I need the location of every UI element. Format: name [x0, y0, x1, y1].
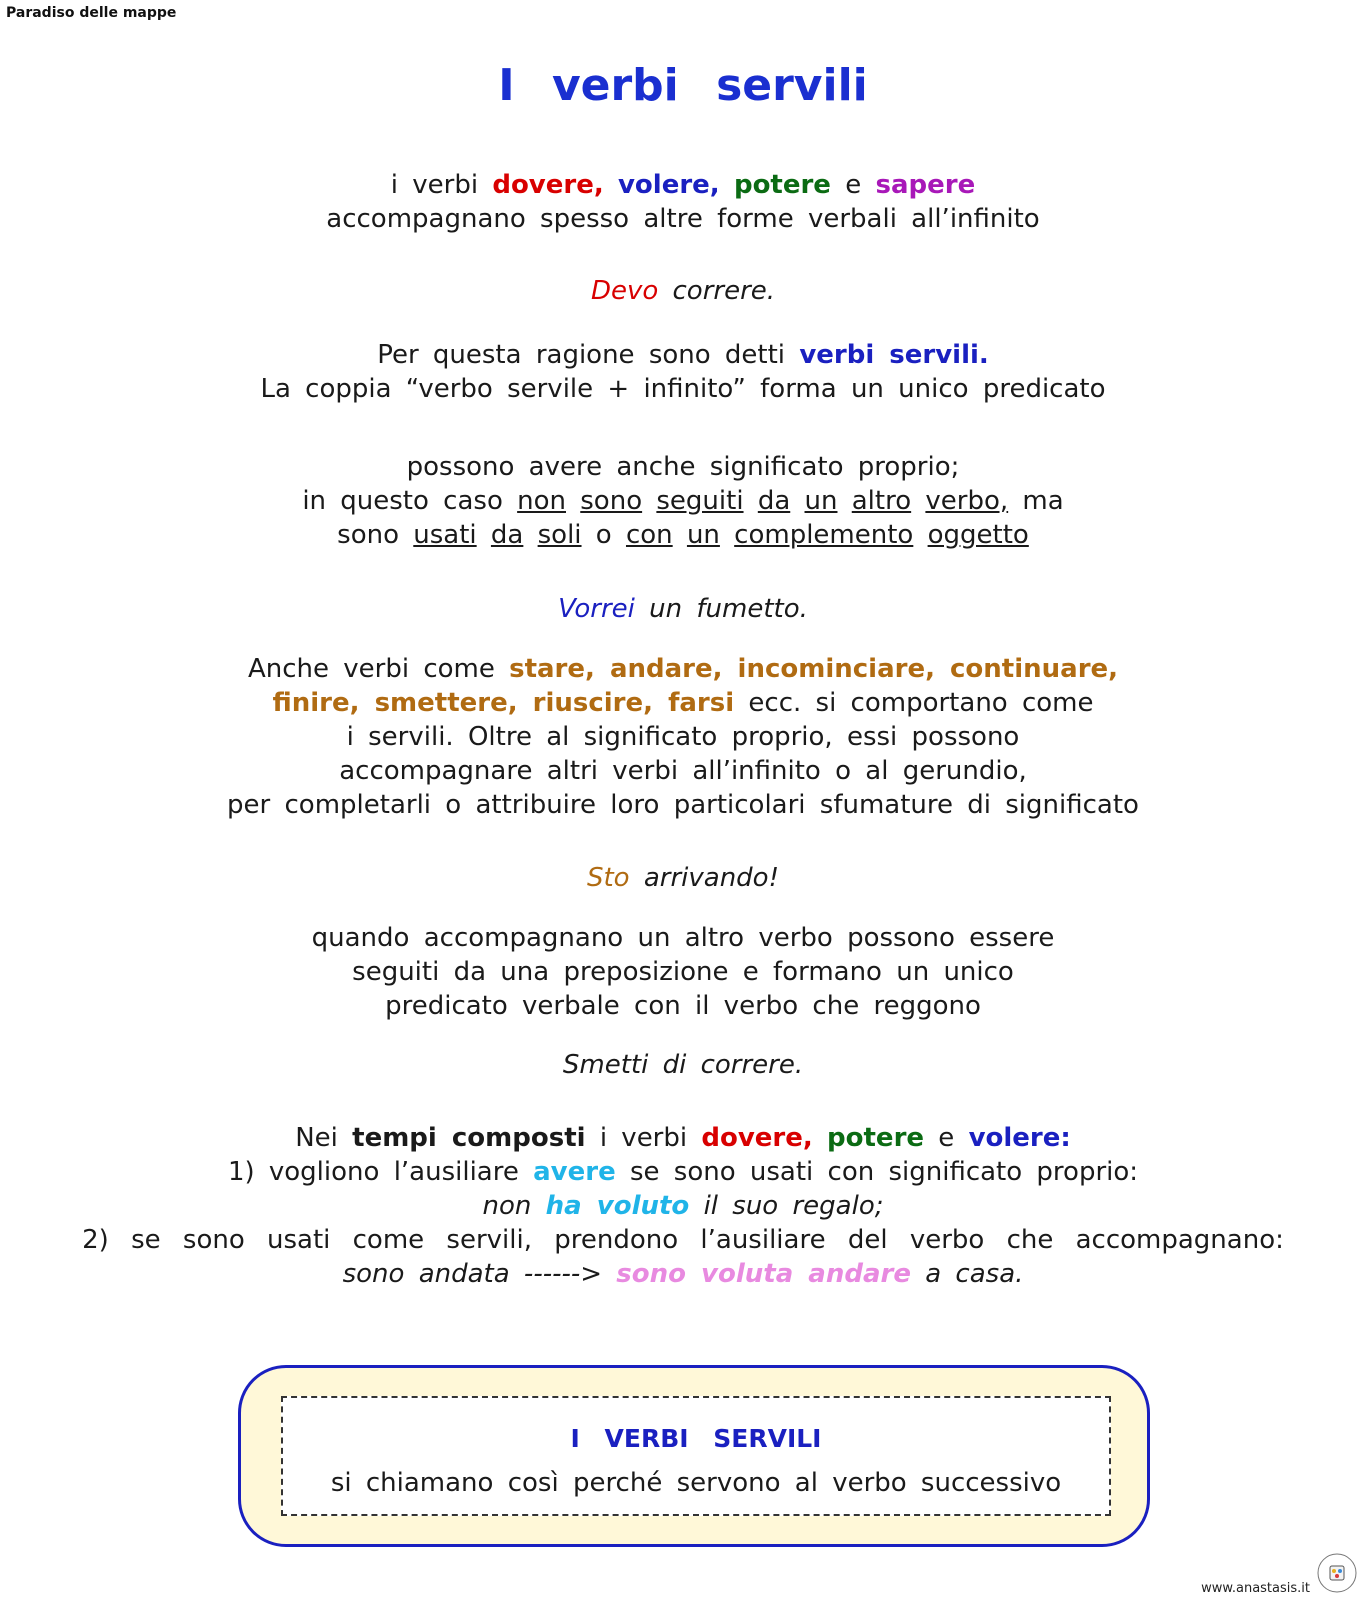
preposizione-line-1: quando accompagnano un altro verbo possono essere [311, 923, 1055, 953]
composti-line-1 [0, 1121, 1366, 1155]
underlined-word: sono [580, 486, 643, 516]
supermappe-logo-icon [1316, 1552, 1358, 1594]
proprio-text: sono [337, 520, 400, 550]
composti-point-2: 2) se sono usati come servili, prendono l’ausiliare del verbo che accompagnano: [82, 1225, 1284, 1255]
summary-inner-box [281, 1396, 1111, 1516]
example-verb: Sto [586, 863, 630, 893]
summary-box [238, 1365, 1150, 1547]
anche-line-3: i servili. Oltre al significato proprio, essi possono [346, 722, 1020, 752]
verb-potere: potere [733, 170, 831, 200]
proprio-text: ma [1022, 486, 1064, 516]
proprio-text: in questo caso [302, 486, 503, 516]
example-rest: un fumetto. [649, 594, 808, 624]
verb-dovere: dovere, [492, 170, 604, 200]
composti-example-1 [0, 1189, 1366, 1223]
definition-line-2: La coppia “verbo servile + infinito” forma un unico predicato [260, 374, 1106, 404]
tempi-composti-term: tempi composti [352, 1123, 586, 1153]
example-rest: correre. [672, 276, 776, 306]
anche-line-5: per completarli o attribuire loro particolari sfumature di significato [227, 790, 1139, 820]
example-verb: Vorrei [558, 594, 635, 624]
conjunction: e [938, 1123, 955, 1153]
verb-volere: volere, [617, 170, 720, 200]
verb-list: finire, smettere, riuscire, farsi [272, 688, 735, 718]
verb-list: stare, andare, incominciare, continuare, [509, 654, 1119, 684]
ausiliare-avere: avere [533, 1157, 616, 1187]
example-devo [0, 274, 1366, 308]
anche-line-1 [0, 652, 1366, 686]
preposizione-line-3: predicato verbale con il verbo che reggono [385, 991, 981, 1021]
composti-text: i verbi [599, 1123, 688, 1153]
anche-line-4: accompagnare altri verbi all’infinito o al gerundio, [339, 756, 1027, 786]
underlined-word: da [490, 520, 524, 550]
underlined-word: oggetto [927, 520, 1029, 550]
intro-line-2: accompagnano spesso altre forme verbali all’infinito [326, 204, 1040, 234]
example-sto [0, 861, 1366, 895]
underlined-word: soli [537, 520, 582, 550]
definition-line-1 [0, 338, 1366, 372]
underlined-word: con [625, 520, 673, 550]
anche-text: Anche verbi come [247, 654, 495, 684]
definition-text: Per questa ragione sono detti [377, 340, 786, 370]
site-label: Paradiso delle mappe [6, 5, 177, 21]
proprio-text: o [595, 520, 612, 550]
page-title: I verbi servili [498, 60, 868, 111]
composti-text: se sono usati con significato proprio: [629, 1157, 1139, 1187]
intro-line-1 [0, 168, 1366, 202]
summary-text: si chiamano così perché servono al verbo successivo [330, 1468, 1062, 1498]
example-vorrei [0, 592, 1366, 626]
summary-title: I VERBI SERVILI [570, 1424, 822, 1453]
underlined-word: da [757, 486, 791, 516]
underlined-word: usati [413, 520, 477, 550]
verbi-servili-term: verbi servili. [799, 340, 989, 370]
underlined-word: un [804, 486, 838, 516]
footer-url: www.anastasis.it [1201, 1581, 1310, 1596]
example-verb: ha voluto [545, 1191, 690, 1221]
example-rest: sono andata ------> [342, 1259, 603, 1289]
example-smetti: Smetti di correre. [562, 1050, 804, 1080]
underlined-word: complemento [734, 520, 914, 550]
verb-potere: potere [827, 1123, 925, 1153]
composti-text: Nei [295, 1123, 338, 1153]
example-rest: il suo regalo; [703, 1191, 884, 1221]
preposizione-line-2: seguiti da una preposizione e formano un unico [352, 957, 1014, 987]
composti-text: 1) vogliono l’ausiliare [227, 1157, 519, 1187]
underlined-word: non [517, 486, 566, 516]
example-rest: arrivando! [643, 863, 780, 893]
composti-point-1 [0, 1155, 1366, 1189]
proprio-line-1: possono avere anche significato proprio; [406, 452, 960, 482]
example-rest: a casa. [925, 1259, 1024, 1289]
proprio-line-3 [0, 518, 1366, 552]
underlined-word: verbo, [925, 486, 1009, 516]
underlined-word: altro [851, 486, 912, 516]
anche-line-2 [0, 686, 1366, 720]
example-verb: sono voluta andare [616, 1259, 911, 1289]
anche-text: ecc. si comportano come [748, 688, 1094, 718]
conjunction: e [845, 170, 862, 200]
intro-text: i verbi [390, 170, 479, 200]
composti-example-2 [0, 1257, 1366, 1291]
verb-volere: volere: [968, 1123, 1071, 1153]
underlined-word: seguiti [656, 486, 744, 516]
verb-sapere: sapere [875, 170, 976, 200]
verb-dovere: dovere, [701, 1123, 813, 1153]
example-verb: Devo [590, 276, 659, 306]
example-rest: non [482, 1191, 532, 1221]
proprio-line-2 [0, 484, 1366, 518]
underlined-word: un [686, 520, 720, 550]
